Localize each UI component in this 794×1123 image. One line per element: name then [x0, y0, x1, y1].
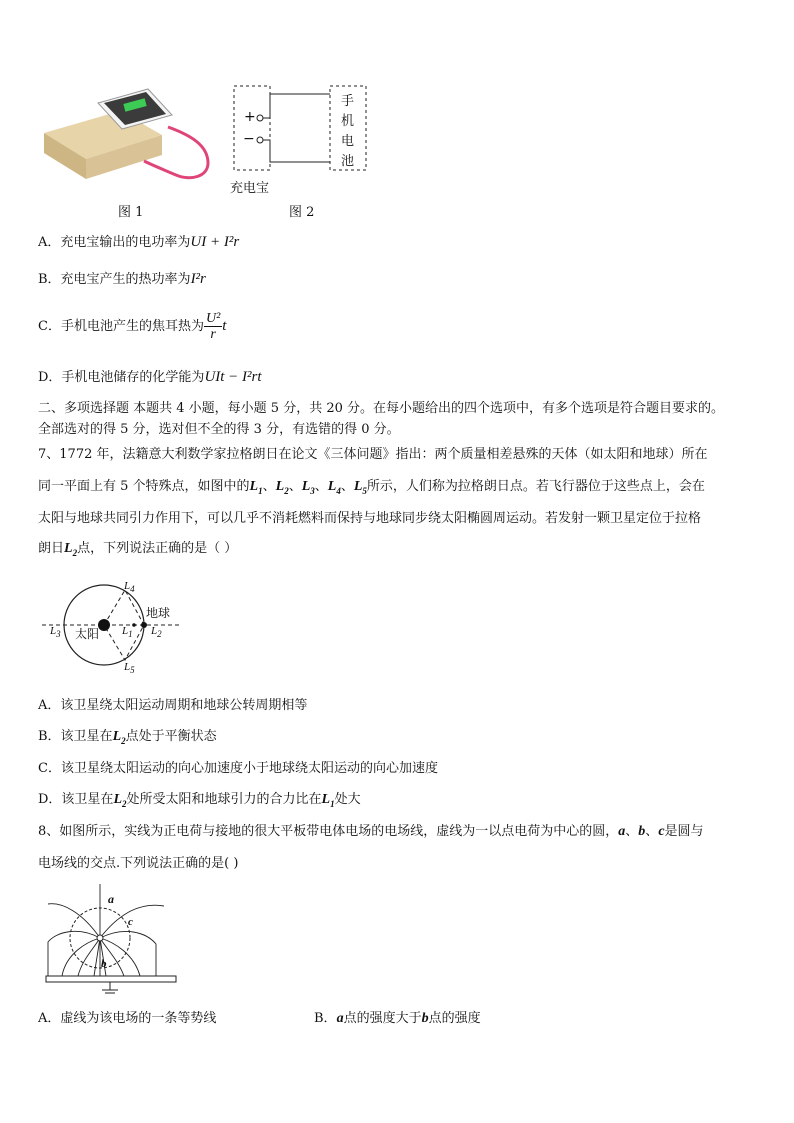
minus-terminal-label: − — [243, 131, 255, 147]
q7-line-3: 太阳与地球共同引力作用下，可以几乎不消耗燃料而保持与地球同步绕太阳椭圆周运动。若发射一颗卫星定位于拉格 — [38, 511, 702, 526]
q8-line-1: 8、如图所示，实线为正电荷与接地的很大平板带电体电场的电场线，虚线为一以点电荷为中心的圆，a、b、c是圆与 — [38, 824, 704, 839]
q8-option-a: A．虚线为该电场的一条等势线 — [38, 1011, 217, 1026]
lagrange-points-diagram — [40, 578, 190, 678]
q7-option-d: D．该卫星在$L_2$处所受太阳和地球引力的合力比在$L_1$处大 — [38, 792, 361, 809]
field-point-b-label: b — [101, 958, 107, 970]
figure-1-power-bank-image — [40, 85, 220, 195]
phone-battery-label: 手机电池 — [341, 94, 355, 169]
q6-option-d: D．手机电池储存的化学能为UIt − I²rt — [38, 369, 262, 385]
lagrange-sun-label: 太阳 — [75, 627, 100, 641]
q6-option-c-fraction: $\frac{\text{U²}}{r}$ — [205, 311, 221, 342]
q6-option-c: C．手机电池产生的焦耳热为 $\frac{\text{U²}}{r}$ t — [38, 311, 227, 342]
field-point-a-label: a — [108, 892, 114, 906]
section-2-header-line-1: 二、多项选择题 本题共 4 小题，每小题 5 分，共 20 分。在每小题给出的四个选项中，有多个选项是符合题目要求的。 — [38, 401, 725, 416]
lagrange-l2-label: $L_2$ — [151, 625, 162, 640]
plus-terminal-label: + — [244, 109, 256, 125]
lagrange-l3-label: $L_3$ — [50, 625, 61, 640]
q7-line-4: 朗日$L_2$点，下列说法正确的是（ ） — [38, 541, 238, 558]
lagrange-l4-label: $L_4$ — [124, 580, 135, 595]
lagrange-l5-label: $L_5$ — [124, 661, 135, 676]
q6-option-a: A．充电宝输出的电功率为UI + I²r — [38, 234, 240, 250]
lagrange-earth-label: 地球 — [146, 606, 171, 620]
q6-option-b: B．充电宝产生的热功率为I²r — [38, 271, 206, 287]
field-point-c-label: c — [128, 916, 133, 928]
figure-2-caption: 图 2 — [289, 205, 315, 220]
q6-option-d-formula: UIt − I²rt — [204, 369, 262, 385]
q8-line-2: 电场线的交点.下列说法正确的是( ) — [38, 856, 239, 871]
q7-option-b: B．该卫星在$L_2$点处于平衡状态 — [38, 729, 217, 746]
section-2-header-line-2: 全部选对的得 5 分，选对但不全的得 3 分，有选错的得 0 分。 — [38, 422, 400, 437]
q6-option-a-formula: UI + I²r — [190, 234, 240, 250]
q8-option-b: B．a点的强度大于b点的强度 — [314, 1011, 481, 1026]
figure-1-caption: 图 1 — [118, 205, 144, 220]
lagrange-l1-label: $L_1$ — [122, 625, 133, 640]
q6-option-b-formula: I²r — [190, 271, 206, 287]
q7-option-a: A．该卫星绕太阳运动周期和地球公转周期相等 — [38, 698, 308, 713]
q7-line-2: 同一平面上有 5 个特殊点，如图中的$L_1$、$L_2$、$L_3$、$L_4$、$L_5$所示，人们称为拉格朗日点。若飞行器位于这些点上，会在 — [38, 479, 705, 496]
q7-line-1: 7、1772 年，法籍意大利数学家拉格朗日在论文《三体问题》指出：两个质量相差悬殊的天体（如太阳和地球）所在 — [38, 447, 708, 462]
power-bank-label: 充电宝 — [230, 181, 270, 196]
q7-option-c: C．该卫星绕太阳运动的向心加速度小于地球绕太阳运动的向心加速度 — [38, 761, 438, 776]
